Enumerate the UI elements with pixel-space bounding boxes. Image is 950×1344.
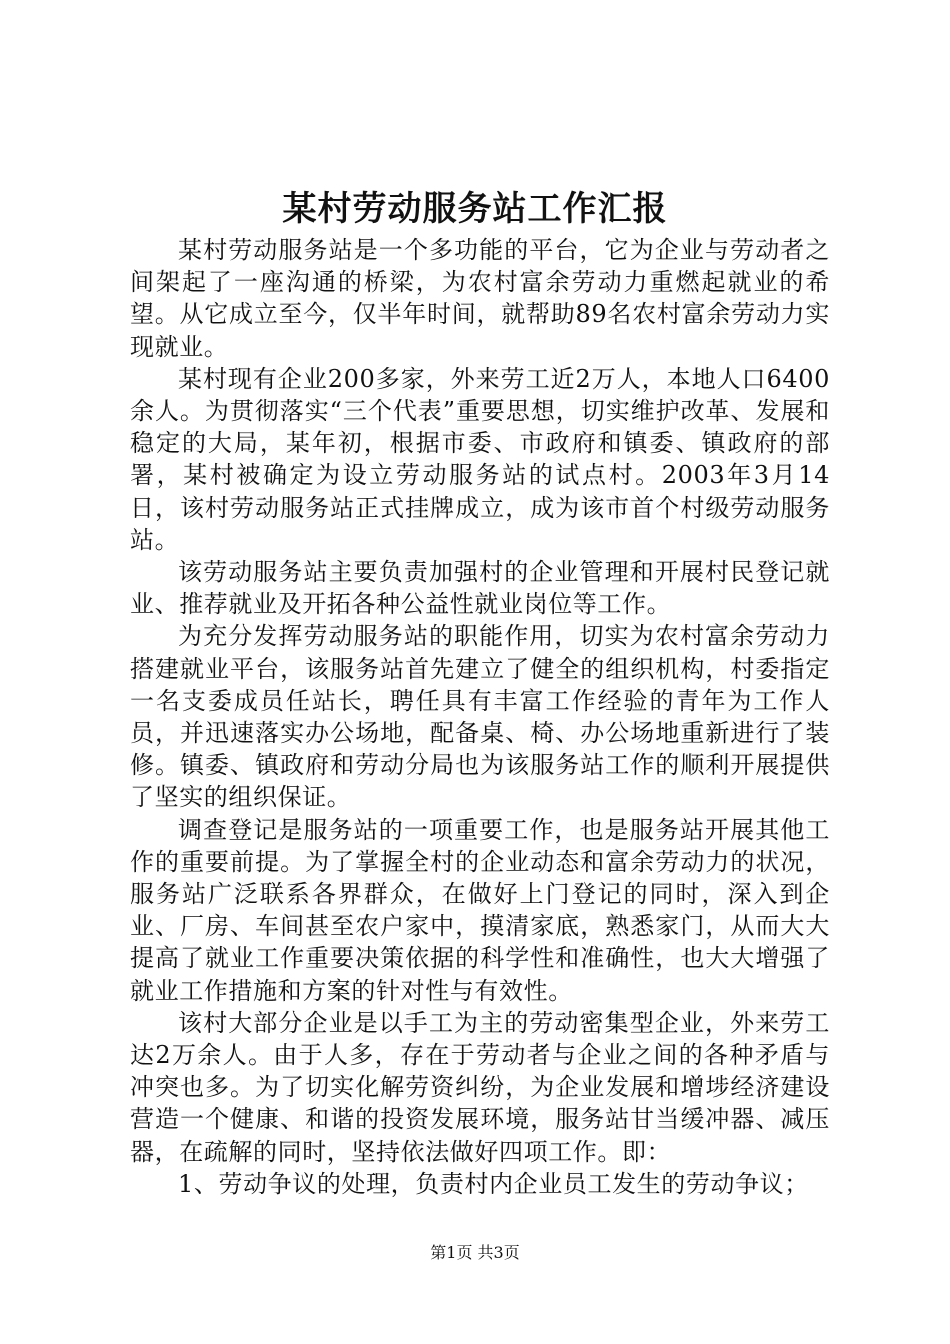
document-title: 某村劳动服务站工作汇报 [282,189,668,229]
document-body [130,234,830,1200]
paragraph: 为充分发挥劳动服务站的职能作用，切实为农村富余劳动力搭建就业平台，该服务站首先建立了健全的组织机构，村委指定一名支委成员任站长，聘任具有丰富工作经验的青年为工作人员，并迅速落实办公场地，配备桌、椅、办公场地重新进行了装修。镇委、镇政府和劳动分局也为该服务站工作的顺利开展提供了坚实的组织保证。 [130,622,830,812]
paragraph: 该村大部分企业是以手工为主的劳动密集型企业，外来劳工达2万余人。由于人多，存在于劳动者与企业之间的各种矛盾与冲突也多。为了切实化解劳资纠纷，为企业发展和增埗经济建设营造一个健康、和谐的投资发展环境，服务站甘当缓冲器、减压器，在疏解的同时，坚持依法做好四项工作。即： [130,1008,830,1166]
paragraph: 该劳动服务站主要负责加强村的企业管理和开展村民登记就业、推荐就业及开拓各种公益性就业岗位等工作。 [130,558,830,619]
page-footer: 第1页 共3页 [430,1243,520,1262]
paragraph: 调查登记是服务站的一项重要工作，也是服务站开展其他工作的重要前提。为了掌握全村的企业动态和富余劳动力的状况，服务站广泛联系各界群众，在做好上门登记的同时，深入到企业、厂房、车间甚至农户家中，摸清家底，熟悉家门，从而大大提高了就业工作重要决策依据的科学性和准确性，也大大增强了就业工作措施和方案的针对性与有效性。 [130,815,830,1005]
paragraph: 某村劳动服务站是一个多功能的平台，它为企业与劳动者之间架起了一座沟通的桥梁，为农村富余劳动力重燃起就业的希望。从它成立至今，仅半年时间，就帮助89名农村富余劳动力实现就业。 [130,236,830,361]
paragraph: 某村现有企业200多家，外来劳工近2万人，本地人口6400余人。为贯彻落实“三个代表”重要思想，切实维护改革、发展和稳定的大局，某年初，根据市委、市政府和镇委、镇政府的部署，某村被确定为设立劳动服务站的试点村。2003年3月14日，该村劳动服务站正式挂牌成立，成为该市首个村级劳动服务站。 [130,364,830,554]
paragraph: 1、劳动争议的处理，负责村内企业员工发生的劳动争议； [178,1169,809,1198]
